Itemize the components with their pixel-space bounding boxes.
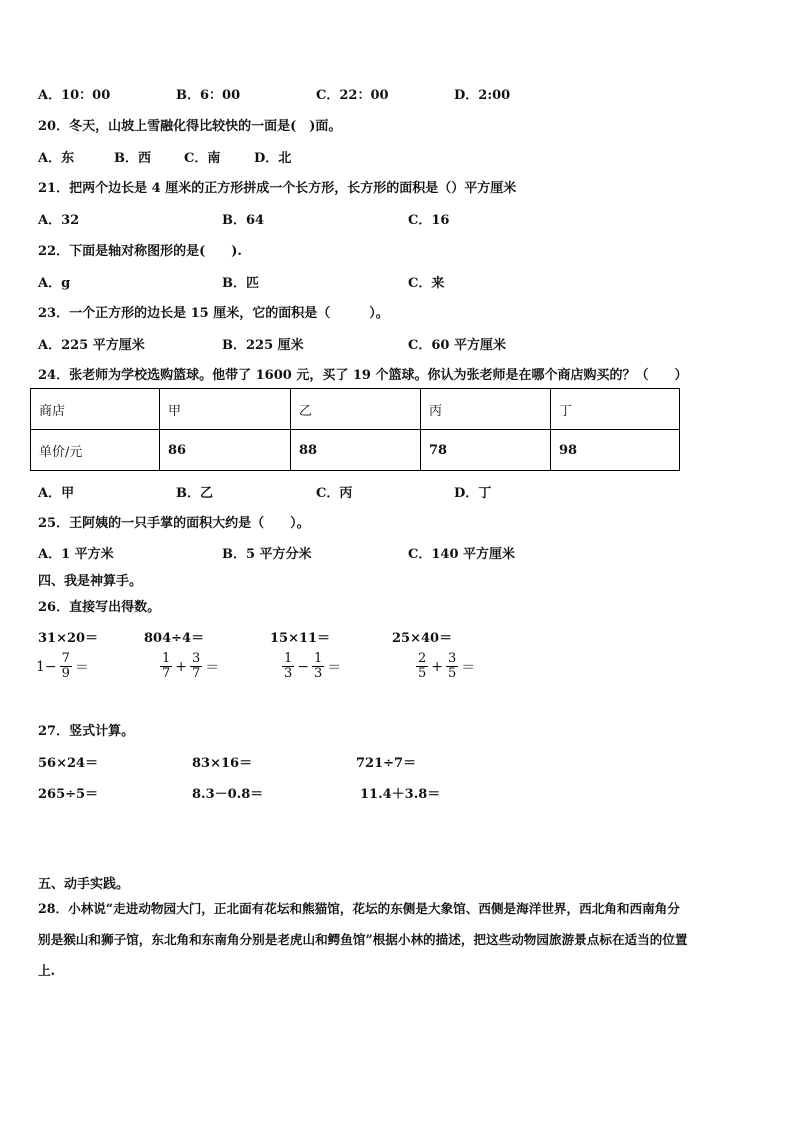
q26-calc-3: 15×11＝ xyxy=(270,631,331,646)
table-cell: 丁 xyxy=(551,389,680,430)
fraction xyxy=(446,652,458,681)
q20-option-d: D．北 xyxy=(254,151,292,166)
q24-text: 24．张老师为学校选购篮球。他带了 1600 元，买了 19 个篮球。你认为张老师是在哪个商店购买的？（ ） xyxy=(38,368,688,383)
q27-calc-1: 56×24＝ xyxy=(38,756,99,771)
fraction xyxy=(60,652,72,681)
fraction xyxy=(282,652,294,681)
operator: + xyxy=(175,658,188,675)
denominator: 5 xyxy=(448,666,457,681)
q28-line-1: 28．小林说“走进动物园大门，正北面有花坛和熊猫馆，花坛的东侧是大象馆、西侧是海洋世界，西北角和西南角分 xyxy=(38,901,680,916)
q27-calc-2: 83×16＝ xyxy=(192,756,253,771)
equals-sign: ＝ xyxy=(461,659,476,676)
table-cell: 丙 xyxy=(421,389,551,430)
section-4-heading: 四、我是神算手。 xyxy=(38,574,143,589)
q28-line-3: 上. xyxy=(38,963,55,978)
q23-text: 23．一个正方形的边长是 15 厘米，它的面积是（ ）。 xyxy=(38,306,389,321)
numerator: 1 xyxy=(314,651,323,666)
numerator: 1 xyxy=(284,651,293,666)
q26-fraction-expr-2 xyxy=(160,652,219,681)
q21-option-b: B．64 xyxy=(222,213,265,228)
denominator: 7 xyxy=(192,666,201,681)
q26-text: 26．直接写出得数。 xyxy=(38,600,161,615)
q27-calc-4: 265÷5＝ xyxy=(38,787,99,802)
q22-text: 22．下面是轴对称图形的是( ). xyxy=(38,244,242,259)
q20-option-a: A．东 xyxy=(38,151,75,166)
q27-text: 27．竖式计算。 xyxy=(38,724,135,739)
q26-calc-4: 25×40＝ xyxy=(392,631,453,646)
table-cell: 78 xyxy=(421,430,551,471)
denominator: 7 xyxy=(162,666,171,681)
q26-calc-2: 804÷4＝ xyxy=(144,631,205,646)
q28-line-2: 别是猴山和狮子馆，东北角和东南角分别是老虎山和鳄鱼馆”根据小林的描述，把这些动物园旅游景点标在适当的位置 xyxy=(38,932,688,947)
q20-text: 20．冬天，山坡上雪融化得比较快的一面是( )面。 xyxy=(38,119,342,134)
q26-fraction-expr-1 xyxy=(36,652,89,681)
q19-option-d: D．2:00 xyxy=(454,88,511,103)
denominator: 5 xyxy=(418,666,427,681)
fraction xyxy=(160,652,172,681)
q19-option-b: B．6：00 xyxy=(176,88,241,103)
operator: − xyxy=(297,658,310,675)
q19-option-c: C．22：00 xyxy=(316,88,389,103)
table-cell: 乙 xyxy=(291,389,421,430)
q27-calc-3: 721÷7＝ xyxy=(356,756,417,771)
equals-sign: ＝ xyxy=(327,659,342,676)
fraction xyxy=(416,652,428,681)
denominator: 9 xyxy=(61,666,70,681)
q25-option-a: A．1 平方米 xyxy=(38,547,114,562)
numerator: 3 xyxy=(448,651,457,666)
q25-text: 25．王阿姨的一只手掌的面积大约是（ ）。 xyxy=(38,516,310,531)
operator: + xyxy=(431,658,444,675)
price-table xyxy=(30,388,680,471)
table-cell: 商店 xyxy=(31,389,160,430)
q21-option-c: C．16 xyxy=(408,213,450,228)
denominator: 3 xyxy=(314,666,323,681)
equals-sign: ＝ xyxy=(205,659,220,676)
fraction xyxy=(312,652,324,681)
q24-option-b: B．乙 xyxy=(176,486,213,501)
q23-option-a: A．225 平方厘米 xyxy=(38,338,145,353)
table-row xyxy=(31,389,680,430)
table-row xyxy=(31,430,680,471)
q22-option-c: C．来 xyxy=(408,276,445,291)
denominator: 3 xyxy=(284,666,293,681)
q25-option-b: B．5 平方分米 xyxy=(222,547,312,562)
table-cell: 88 xyxy=(291,430,421,471)
q26-fraction-expr-4 xyxy=(416,652,475,681)
q23-option-c: C．60 平方厘米 xyxy=(408,338,506,353)
table-cell: 单价/元 xyxy=(31,430,160,471)
expr-prefix: 1− xyxy=(36,658,57,675)
q25-option-c: C．140 平方厘米 xyxy=(408,547,516,562)
q20-option-b: B．西 xyxy=(114,151,151,166)
numerator: 1 xyxy=(162,651,171,666)
table-cell: 98 xyxy=(551,430,680,471)
q27-calc-5: 8.3－0.8＝ xyxy=(192,787,264,802)
numerator: 2 xyxy=(418,651,427,666)
q26-calc-1: 31×20＝ xyxy=(38,631,99,646)
q23-option-b: B．225 厘米 xyxy=(222,338,304,353)
q21-text: 21．把两个边长是 4 厘米的正方形拼成一个长方形，长方形的面积是（）平方厘米 xyxy=(38,181,517,196)
q20-option-c: C．南 xyxy=(184,151,221,166)
q24-option-a: A．甲 xyxy=(38,486,75,501)
q22-option-b: B．匹 xyxy=(222,276,259,291)
fraction xyxy=(190,652,202,681)
q26-fraction-expr-3 xyxy=(282,652,341,681)
q21-option-a: A．32 xyxy=(38,213,80,228)
q24-option-c: C．丙 xyxy=(316,486,353,501)
equals-sign: ＝ xyxy=(74,659,89,676)
q24-option-d: D．丁 xyxy=(454,486,492,501)
numerator: 3 xyxy=(192,651,201,666)
q27-calc-6: 11.4＋3.8＝ xyxy=(360,787,441,802)
q19-option-a: A．10：00 xyxy=(38,88,111,103)
numerator: 7 xyxy=(61,651,70,666)
section-5-heading: 五、动手实践。 xyxy=(38,877,130,892)
table-cell: 甲 xyxy=(160,389,291,430)
table-cell: 86 xyxy=(160,430,291,471)
q22-option-a: A．g xyxy=(38,276,71,291)
